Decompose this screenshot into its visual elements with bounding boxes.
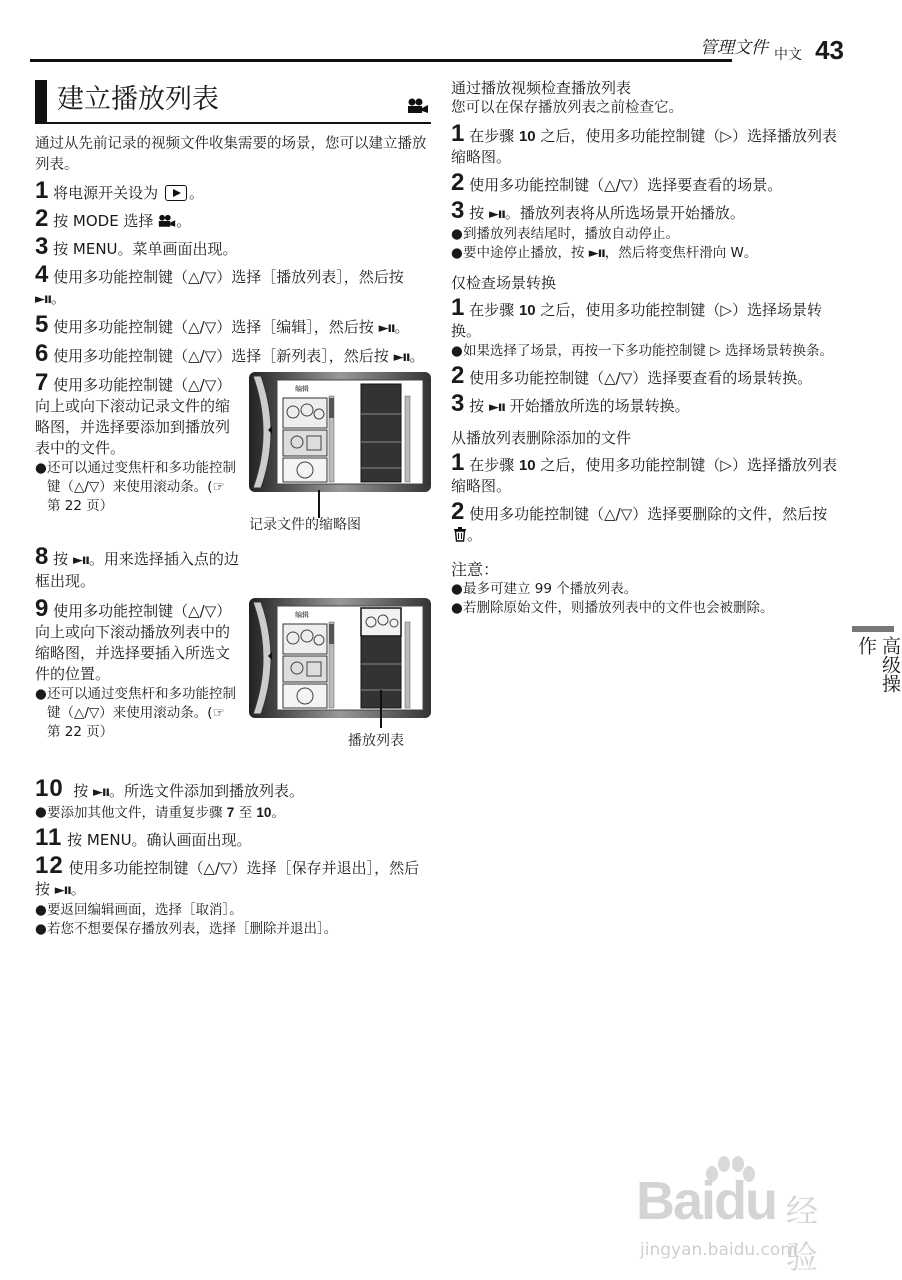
step-text: 使用多功能控制键（△/▽）选择要删除的文件，然后按 — [469, 505, 828, 523]
step-text-end: 。 — [70, 880, 86, 898]
step-ref: 10 — [518, 128, 536, 145]
step-text: 使用多功能控制键（△/▽）向上或向下滚动记录文件的缩略图，并选择要添加到播放列表中的文件。 — [35, 376, 232, 457]
watermark-url: jingyan.baidu.com — [640, 1240, 797, 1260]
step-text: 按 MENU。菜单画面出现。 — [53, 240, 238, 258]
step-1 — [35, 177, 431, 204]
step-12-note-1 — [35, 901, 431, 920]
note-text: 到播放列表结尾时，播放自动停止。 — [463, 226, 679, 242]
step-number: 2 — [451, 362, 465, 389]
subheading-delete-files: 从播放列表删除添加的文件 — [451, 429, 632, 447]
step-number: 12 — [35, 852, 64, 879]
check-note-1 — [451, 225, 843, 244]
step-text: 使用多功能控制键（△/▽）选择［保存并退出］，然后按 — [35, 859, 420, 898]
step-9-note — [35, 685, 241, 742]
step-number: 3 — [35, 233, 49, 260]
note-1 — [451, 580, 843, 599]
subheading-intro: 您可以在保存播放列表之前检查它。 — [451, 100, 683, 116]
play-pause-icon: ►ıı — [54, 883, 71, 898]
intro-text: 通过从先前记录的视频文件收集需要的场景，您可以建立播放列表。 — [35, 136, 427, 173]
step-text-end: 之后，使用多功能控制键（▷）选择播放列表缩略图。 — [451, 456, 837, 495]
note-text: 至 — [238, 805, 253, 821]
video-camera-icon — [407, 98, 429, 114]
play-pause-icon: ►ıı — [488, 400, 505, 415]
step-7-block — [35, 369, 431, 542]
transition-step-1 — [451, 294, 843, 342]
step-number: 4 — [35, 261, 49, 288]
step-text: 使用多功能控制键（△/▽）选择［新列表］，然后按 — [53, 347, 389, 365]
step-number: 7 — [35, 369, 49, 396]
step-number: 1 — [451, 120, 465, 147]
step-text: 将电源开关设为 — [53, 184, 159, 202]
note-text: 要中途停止播放，按 — [463, 245, 585, 261]
step-text: 在步骤 — [469, 456, 515, 474]
step-number: 5 — [35, 311, 49, 338]
step-text-end: 。所选文件添加到播放列表。 — [108, 782, 304, 800]
delete-step-1 — [451, 449, 843, 497]
step-9 — [35, 595, 241, 685]
bullet-icon: ● — [35, 686, 47, 702]
transition-note — [451, 342, 843, 361]
watermark-text: 经验 — [786, 1192, 819, 1276]
step-text: 按 — [469, 397, 485, 415]
bullet-icon: ● — [451, 600, 463, 616]
step-10-note — [35, 803, 431, 823]
step-text: 按 — [469, 204, 485, 222]
page-number: 43 — [815, 35, 844, 65]
step-number: 2 — [35, 205, 49, 232]
step-8 — [35, 543, 241, 592]
bullet-icon: ● — [35, 921, 47, 937]
step-number: 11 — [35, 824, 63, 851]
note-2 — [451, 599, 843, 618]
step-text: 按 MODE 选择 — [53, 212, 154, 230]
step-ref: 7 — [226, 805, 235, 820]
edit-screen-illustration-1 — [249, 372, 431, 492]
check-step-2 — [451, 169, 843, 196]
screen-label: 编辑 — [295, 385, 309, 393]
step-text-end: 。 — [467, 526, 483, 544]
video-mode-icon — [158, 214, 176, 228]
side-section-tab — [852, 626, 901, 706]
step-text: 在步骤 — [469, 301, 515, 319]
step-11 — [35, 824, 431, 851]
step-text: 使用多功能控制键（△/▽）选择［播放列表］，然后按 — [53, 268, 404, 286]
step-text: 使用多功能控制键（△/▽）向上或向下滚动播放列表中的缩略图，并选择要插入所选文件的位置。 — [35, 602, 232, 683]
note-text: 若删除原始文件，则播放列表中的文件也会被删除。 — [463, 600, 774, 616]
transition-step-3 — [451, 390, 843, 418]
note-text-end: 。 — [271, 805, 285, 821]
step-ref: 10 — [256, 805, 272, 820]
step-text: 使用多功能控制键（△/▽）选择［编辑］，然后按 — [53, 318, 374, 336]
left-column — [35, 76, 431, 939]
step-number: 9 — [35, 595, 49, 622]
edit-screen-illustration-2 — [249, 598, 431, 718]
callout-line — [380, 690, 382, 728]
step-number: 1 — [35, 177, 49, 204]
subheading-check-playlist: 通过播放视频检查播放列表 — [451, 79, 632, 97]
check-step-3 — [451, 197, 843, 225]
bullet-icon: ● — [35, 460, 47, 476]
step-text: 使用多功能控制键（△/▽）选择要查看的场景。 — [469, 176, 783, 194]
step-text-end: 。 — [50, 289, 66, 307]
header-rule — [30, 59, 732, 62]
step-12-note-2 — [35, 920, 431, 939]
note-text-end: ，然后将变焦杆滑向 W。 — [604, 245, 758, 261]
title-marker — [35, 80, 47, 122]
step-text-end: 开始播放所选的场景转换。 — [509, 397, 690, 415]
step-2 — [35, 205, 431, 232]
step-number: 3 — [451, 390, 465, 417]
bullet-icon: ● — [451, 343, 463, 359]
play-pause-icon: ►ıı — [93, 785, 109, 800]
step-number: 10 — [35, 775, 64, 802]
step-7 — [35, 369, 241, 459]
section-title: 管理文件 — [700, 38, 768, 58]
figure-caption: 记录文件的缩略图 — [249, 517, 361, 533]
language-label: 中文 — [774, 47, 802, 63]
step-text-end: 。 — [188, 184, 204, 202]
figure-caption: 播放列表 — [348, 733, 404, 749]
delete-step-2 — [451, 498, 843, 546]
side-tab-label: 高级操作 — [855, 636, 901, 693]
step-text-end: 之后，使用多功能控制键（▷）选择播放列表缩略图。 — [451, 127, 837, 166]
screen-label: 编辑 — [295, 611, 309, 619]
step-text-end: 。播放列表将从所选场景开始播放。 — [504, 204, 745, 222]
note-text: 最多可建立 99 个播放列表。 — [463, 581, 638, 597]
right-column — [451, 76, 843, 618]
play-pause-icon: ►ıı — [378, 321, 395, 336]
step-number: 8 — [35, 543, 49, 570]
watermark — [636, 1162, 836, 1276]
notes-title: 注意： — [451, 560, 500, 579]
bullet-icon: ● — [451, 581, 463, 597]
step-text-end: 之后，使用多功能控制键（▷）选择场景转换。 — [451, 301, 822, 340]
step-ref: 10 — [518, 457, 536, 474]
step-4 — [35, 261, 431, 310]
transition-step-2 — [451, 362, 843, 389]
step-text-end: 。 — [409, 347, 425, 365]
side-tab-bar — [852, 626, 894, 632]
step-9-block — [35, 595, 431, 774]
step-number: 1 — [451, 294, 465, 321]
step-number: 2 — [451, 169, 465, 196]
play-pause-icon: ►ıı — [393, 350, 410, 365]
watermark-logo: Baidu — [636, 1171, 777, 1231]
bullet-icon: ● — [451, 245, 463, 261]
note-text: 要添加其他文件，请重复步骤 — [47, 805, 223, 821]
step-number: 1 — [451, 449, 465, 476]
step-number: 3 — [451, 197, 465, 224]
step-ref: 10 — [518, 302, 536, 319]
step-7-note — [35, 459, 241, 516]
step-6 — [35, 340, 431, 368]
trash-icon — [453, 527, 467, 542]
bullet-icon: ● — [451, 226, 463, 242]
title-block — [35, 76, 431, 124]
step-text: 按 MENU。确认画面出现。 — [67, 831, 252, 849]
playback-mode-icon — [165, 185, 187, 201]
step-3 — [35, 233, 431, 260]
step-text-end: 。 — [176, 212, 192, 230]
play-pause-icon: ►ıı — [488, 207, 505, 222]
play-pause-icon: ►ıı — [72, 553, 89, 568]
play-pause-icon: ►ıı — [35, 292, 51, 307]
note-text: 还可以通过变焦杆和多功能控制键（△/▽）来使用滚动条。(☞ 第 22 页） — [47, 686, 236, 740]
page-header — [30, 34, 844, 64]
subheading-scene-transitions: 仅检查场景转换 — [451, 274, 557, 292]
step-text: 在步骤 — [469, 127, 515, 145]
note-text: 要返回编辑画面，选择［取消］。 — [47, 902, 243, 918]
step-text: 使用多功能控制键（△/▽）选择要查看的场景转换。 — [469, 369, 813, 387]
step-number: 6 — [35, 340, 49, 367]
step-10 — [35, 775, 431, 803]
step-12 — [35, 852, 431, 901]
play-pause-icon: ►ıı — [588, 246, 605, 261]
check-step-1 — [451, 120, 843, 168]
bullet-icon: ● — [35, 902, 47, 918]
step-text-end: 。 — [394, 318, 410, 336]
note-text: 若您不想要保存播放列表，选择［删除并退出］。 — [47, 921, 338, 937]
note-text: 如果选择了场景，再按一下多功能控制键 ▷ 选择场景转换条。 — [463, 343, 833, 359]
step-5 — [35, 311, 431, 339]
page-title: 建立播放列表 — [57, 84, 219, 115]
step-text-end: 。用来选择插入点的边框出现。 — [35, 550, 239, 590]
step-text: 按 — [73, 782, 89, 800]
note-text: 还可以通过变焦杆和多功能控制键（△/▽）来使用滚动条。(☞ 第 22 页） — [47, 460, 236, 514]
step-text: 按 — [53, 550, 69, 568]
step-number: 2 — [451, 498, 465, 525]
bullet-icon: ● — [35, 804, 47, 820]
check-note-2 — [451, 244, 843, 263]
